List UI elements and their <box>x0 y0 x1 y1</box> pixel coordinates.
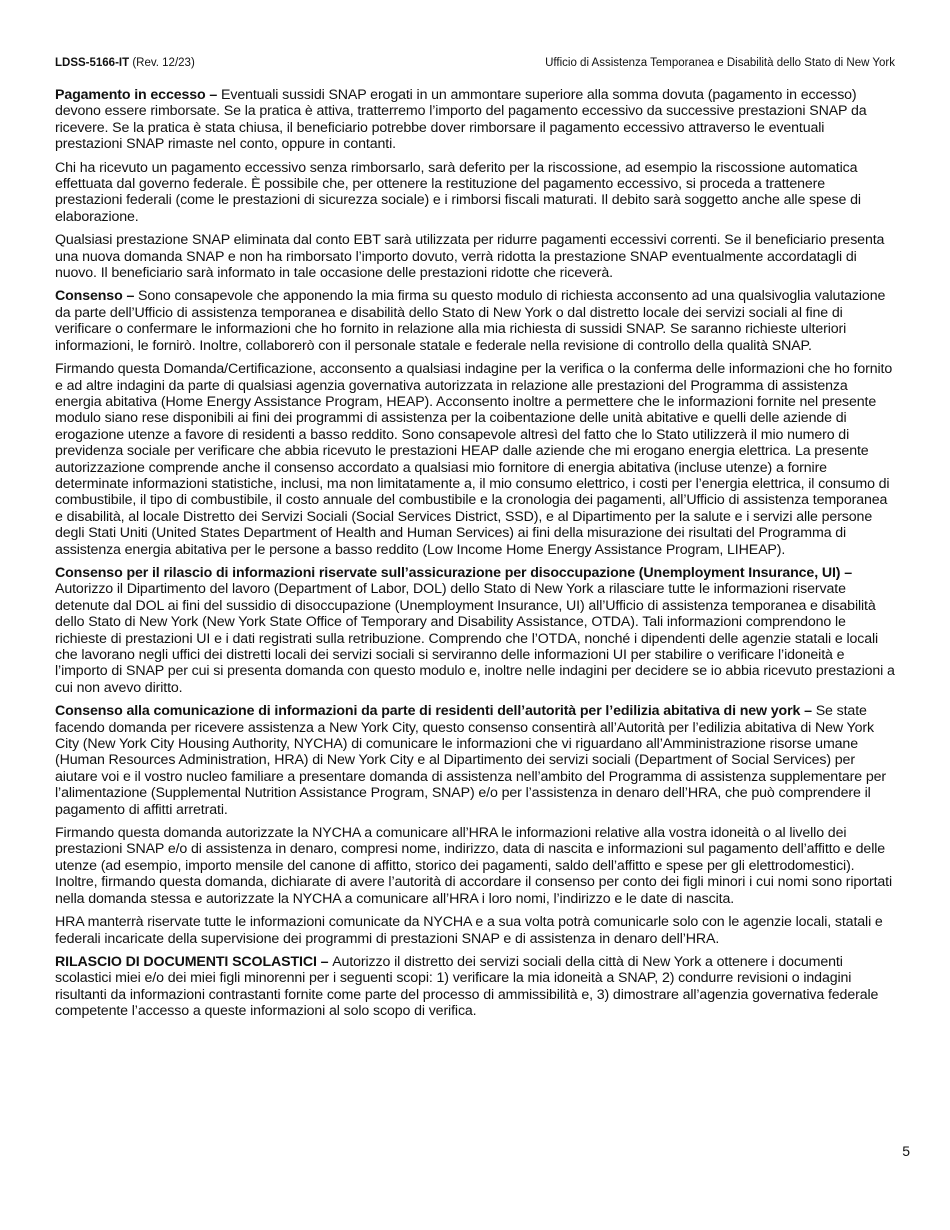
paragraph-text: Firmando questa domanda autorizzate la NYCHA a comunicare all’HRA le informazioni relative alla vostra idoneità o al livello dei prestazioni SNAP e/o di assistenza in denaro, compresi nome, indirizzo, data di nascita e informazioni sul pagamento dell’affitto e delle utenze (ad esempio, importo mensile del canone di affitto, storico dei pagamenti, saldo dell’affitto e spese per gli elettrodomestici). Inoltre, firmando questa domanda, dichiarate di avere l’autorità di accordare il consenso per conto dei figli minori i cui nomi sono riportati nella domanda stessa e autorizzate la NYCHA a comunicare all’HRA i loro nomi, l’indirizzo e le date di nascita. <box>55 825 893 907</box>
paragraph-text: Se state facendo domanda per ricevere assistenza a New York City, questo consenso consentirà all’Autorità per l’edilizia abitativa di New York City (New York City Housing Authority, NYCHA) di comunicare le informazioni che vi riguardano all’Amministrazione risorse umane (Human Resources Administration, HRA) di New York City e al Dipartimento dei servizi sociali (Department of Social Services) per aiutare voi e il vostro nucleo familiare a presentare domanda di assistenza nell’ambito del Programma di assistenza supplementare per l’alimentazione (Supplemental Nutrition Assistance Program, SNAP) e/o per l’assistenza in denaro dell’HRA, che può comprendere il pagamento di affitti arretrati. <box>55 703 887 818</box>
form-reference <box>55 56 195 70</box>
paragraph-overpayment <box>55 87 895 153</box>
paragraph-text: Autorizzo il Dipartimento del lavoro (Department of Labor, DOL) dello Stato di New York a rilasciare tutte le informazioni riservate detenute dal DOL ai fini del sussidio di disoccupazione (Unemployment Insurance, UI) all’Ufficio di assistenza temporanea e disabilità dello Stato di New York (New York State Office of Temporary and Disability Assistance, OTDA). Tali informazioni comprendono le richieste di prestazioni UI e i dati registrati sulla retribuzione. Comprendo che l’OTDA, nonché i dipendenti delle agenzie statali e locali che lavorano negli uffici dei distretti locali dei servizi sociali si serviranno delle informazioni UI per stabilire o verificare l’idoneità e l’importo di SNAP per cui si presenta domanda con questo modulo e, inoltre nelle indagini per decidere se io abbia ricevuto prestazioni a cui non avevo diritto. <box>55 581 895 696</box>
form-revision: (Rev. 12/23) <box>132 57 195 69</box>
paragraph-ebt-expunged <box>55 232 895 281</box>
form-id: LDSS-5166-IT <box>55 57 130 69</box>
paragraph-heading: Consenso per il rilascio di informazioni riservate sull’assicurazione per disoccupazione (Unemployment Insurance, UI) – <box>55 564 852 581</box>
paragraph-heap-consent <box>55 361 895 558</box>
paragraph-text: Firmando questa Domanda/Certificazione, acconsento a qualsiasi indagine per la verifica o la conferma delle informazioni che ho fornito e ad altre indagini da parte di qualsiasi agenzia governativa autorizzata in relazione alle prestazioni del Programma di assistenza energia abitativa (Home Energy Assistance Program, HEAP). Acconsento inoltre a permettere che le informazioni fornite nel presente modulo siano rese disponibili ai fini dei programmi di assistenza per la coibentazione delle unità abitative e quelli delle aziende di erogazione utenze a favore di residenti a basso reddito. Sono consapevole altresì del fatto che lo Stato utilizzerà il mio numero di previdenza sociale per verificare che abbia ricevuto le prestazioni HEAP dalle aziende che mi erogano energia elettrica. La presente autorizzazione comprende anche il consenso accordato a qualsiasi mio fornitore di energia abitativa (incluse utenze) a fornire determinate informazioni statistiche, inclusi, ma non limitatamente a, il mio consumo elettrico, i costi per l’energia elettrica, il consumo di combustibile, il tipo di combustibile, il costo annuale del combustibile e la cronologia dei pagamenti, all’Ufficio di assistenza temporanea e disabilità, al locale Distretto dei Servizi Sociali (Social Services District, SSD), e al Dipartimento per la salute e i servizi alle persone degli Stati Uniti (United States Department of Health and Human Services) ai fini della misurazione dei risultati del Programma di assistenza energia abitativa per le persone a basso reddito (Low Income Home Energy Assistance Program, LIHEAP). <box>55 361 893 558</box>
paragraph-text: Sono consapevole che apponendo la mia firma su questo modulo di richiesta acconsento ad una qualsivoglia valutazione da parte dell’Ufficio di assistenza temporanea e disabilità dello Stato di New York o dal distretto locale dei servizi sociali al fine di verificare o confermare le informazioni che ho fornito in relazione alla mia richiesta di sussidi SNAP. Se saranno richieste ulteriori informazioni, le fornirò. Inoltre, collaborerò con il personale statale e federale nella revisione di controllo della qualità SNAP. <box>55 288 886 354</box>
page-header <box>55 56 895 70</box>
paragraph-overpayment-collection <box>55 160 895 226</box>
paragraph-text: Autorizzo il distretto dei servizi sociali della città di New York a ottenere i documenti scolastici miei e/o dei miei figli minorenni per i seguenti scopi: 1) verificare la mia idoneità a SNAP, 2) condurre revisioni o indagini risultanti da informazioni contrastanti fornite come parte del processo di ammissibilità e, 3) dimostrare all’agenzia governativa federale competente l’accesso a queste informazioni al solo scopo di verifica. <box>55 953 879 1020</box>
paragraph-text: Chi ha ricevuto un pagamento eccessivo senza rimborsarlo, sarà deferito per la riscossione, ad esempio la riscossione automatica effettuata dal governo federale. È possibile che, per ottenere la restituzione del pagamento eccessivo, si proceda a trattenere prestazioni federali (come le prestazioni di sicurezza sociale) e i rimborsi fiscali maturati. Il debito sarà soggetto anche alle spese di elaborazione. <box>55 159 861 225</box>
paragraph-text: HRA manterrà riservate tutte le informazioni comunicate da NYCHA e a sua volta potrà comunicarle solo con le agenzie locali, statali e federali incaricate della supervisione dei programmi di prestazioni SNAP e di assistenza in denaro dell’HRA. <box>55 914 883 947</box>
paragraph-nycha-authorization <box>55 825 895 907</box>
paragraph-heading: Consenso – <box>55 288 139 305</box>
paragraph-heading: Consenso alla comunicazione di informazioni da parte di residenti dell’autorità per l’edilizia abitativa di new york – <box>55 703 816 720</box>
paragraph-text: Eventuali sussidi SNAP erogati in un ammontare superiore alla somma dovuta (pagamento in eccesso) devono essere rimborsate. Se la pratica è attiva, tratterremo l’importo del pagamento eccessivo da successive prestazioni SNAP da ricevere. Se la pratica è stata chiusa, il beneficiario potrebbe dover rimborsare il pagamento eccessivo attraverso le eventuali prestazioni SNAP rimaste nel conto, oppure in contanti. <box>55 87 867 153</box>
paragraph-text: Qualsiasi prestazione SNAP eliminata dal conto EBT sarà utilizzata per ridurre pagamenti eccessivi correnti. Se il beneficiario presenta una nuova domanda SNAP e non ha rimborsato l’importo dovuto, verrà ridotta la prestazione SNAP eventualmente accordatagli di nuovo. Il beneficiario sarà informato in tale occasione delle prestazioni ridotte che riceverà. <box>55 232 885 282</box>
agency-name: Ufficio di Assistenza Temporanea e Disabilità dello Stato di New York <box>545 57 895 69</box>
paragraph-ui-consent <box>55 565 895 696</box>
paragraph-school-records <box>55 954 895 1020</box>
paragraph-hra-confidentiality <box>55 914 895 947</box>
paragraph-heading: Pagamento in eccesso – <box>55 87 221 103</box>
document-body <box>55 87 895 1027</box>
page-number: 5 <box>902 1143 910 1159</box>
paragraph-heading: RILASCIO DI DOCUMENTI SCOLASTICI – <box>55 953 333 970</box>
paragraph-consent <box>55 288 895 354</box>
paragraph-nycha-consent <box>55 703 895 818</box>
